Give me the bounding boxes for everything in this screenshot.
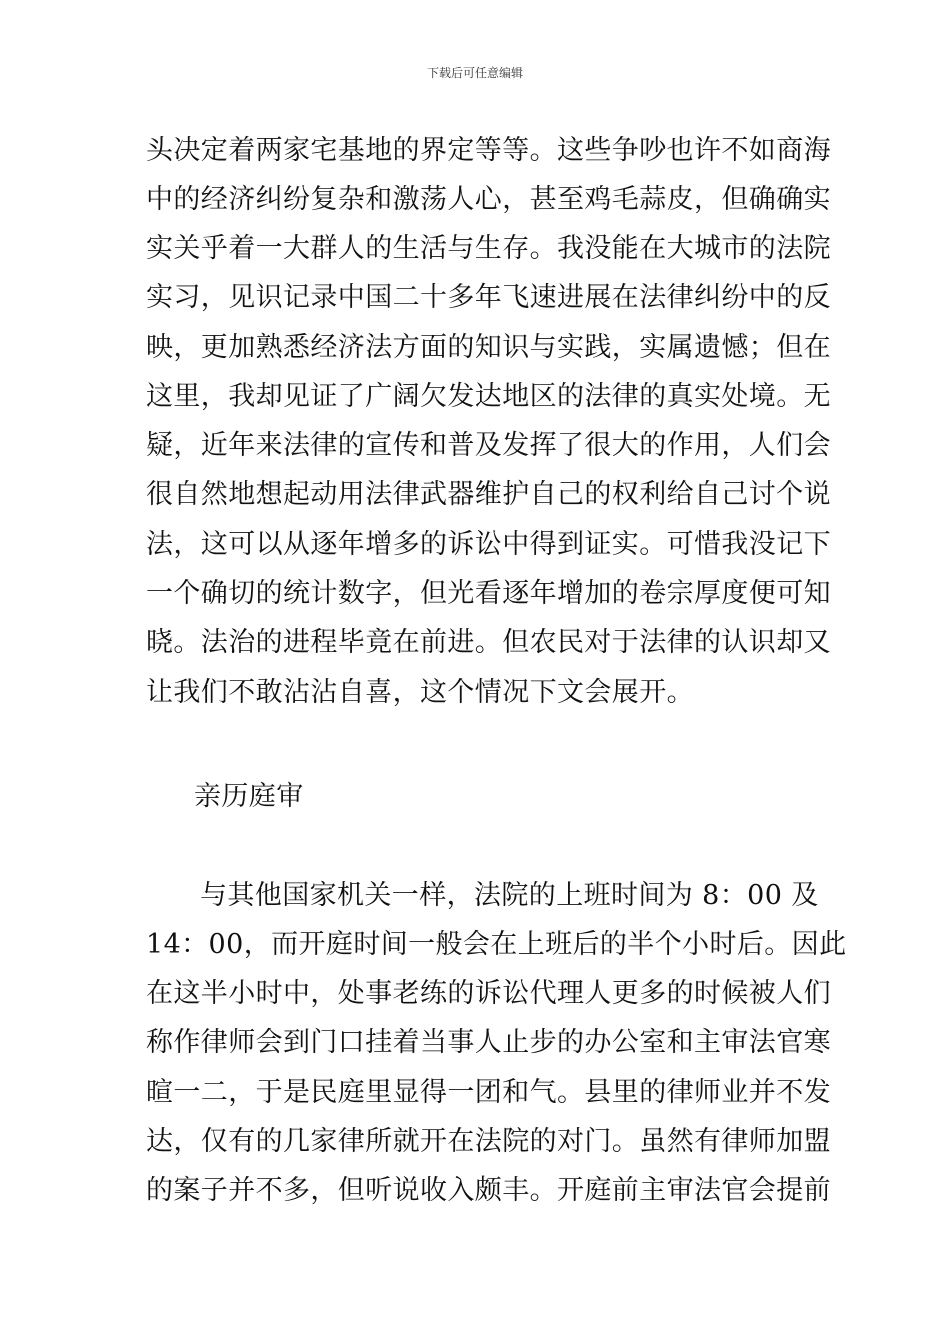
text-line: 与其他国家机关一样，法院的上班时间为 8：00 及 [200, 880, 819, 911]
text-line: 的案子并不多，但听说收入颇丰。开庭前主审法官会提前 [146, 1175, 831, 1206]
text-line: 这里，我却见证了广阔欠发达地区的法律的真实处境。无 [146, 381, 831, 412]
text-line: 称作律师会到门口挂着当事人止步的办公室和主审法官寒 [146, 1027, 831, 1058]
text-line: 中的经济纠纷复杂和激荡人心，甚至鸡毛蒜皮，但确确实 [146, 184, 831, 215]
text-line: 暄一二，于是民庭里显得一团和气。县里的律师业并不发 [146, 1077, 831, 1108]
text-line: 很自然地想起动用法律武器维护自己的权利给自己讨个说 [146, 479, 831, 510]
text-line: 实关乎着一大群人的生活与生存。我没能在大城市的法院 [146, 233, 831, 264]
page-header: 下载后可任意编辑 [426, 66, 523, 80]
text-line: 晓。法治的进程毕竟在前进。但农民对于法律的认识却又 [146, 627, 831, 658]
text-line: 一个确切的统计数字，但光看逐年增加的卷宗厚度便可知 [146, 578, 831, 609]
text-line: 实习，见识记录中国二十多年飞速进展在法律纠纷中的反 [146, 282, 831, 313]
text-line: 在这半小时中，处事老练的诉讼代理人更多的时候被人们 [146, 978, 831, 1009]
text-line: 达，仅有的几家律所就开在法院的对门。虽然有律师加盟 [146, 1126, 831, 1157]
text-line: 疑，近年来法律的宣传和普及发挥了很大的作用，人们会 [146, 430, 831, 461]
text-line: 映，更加熟悉经济法方面的知识与实践，实属遗憾；但在 [146, 332, 831, 363]
text-line: 头决定着两家宅基地的界定等等。这些争吵也许不如商海 [146, 135, 831, 166]
text-line: 让我们不敢沾沾自喜，这个情况下文会展开。 [146, 677, 694, 708]
section-heading: 亲历庭审 [194, 781, 304, 812]
text-line: 14：00，而开庭时间一般会在上班后的半个小时后。因此 [146, 929, 847, 960]
text-line: 法，这可以从逐年增多的诉讼中得到证实。可惜我没记下 [146, 529, 831, 560]
